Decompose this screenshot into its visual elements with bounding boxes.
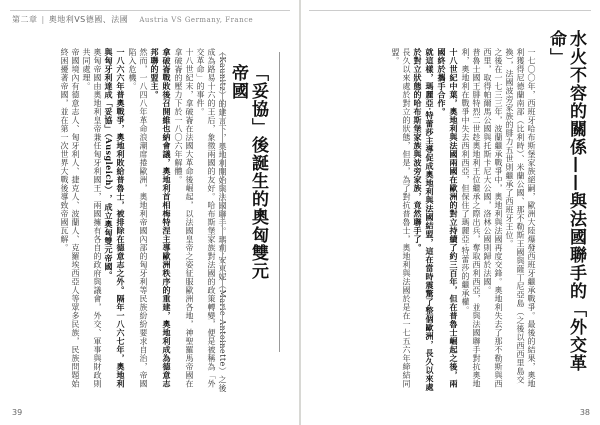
paragraph: 十八世紀末，拿破崙在法國大革命後崛起，以法國皇帝之姿征服歐洲各地，神聖羅馬帝國在拿破崙的壓力下於一八〇六年解體。 — [174, 48, 194, 388]
paragraph-bold: 就這樣，瑪麗亞·特蕾莎主導促成奧地利與法國結盟，這在當時震驚了整個歐洲，長久以來處於對立狀態的哈布斯堡家族與波旁家族，竟然聯手了。 — [413, 48, 435, 392]
page-number-left: 39 — [12, 408, 23, 417]
running-head: 第二章 | 奧地利VS德國、法國 Austria VS Germany, France — [12, 15, 254, 24]
left-page — [0, 0, 299, 425]
paragraph-bold: 十八世紀中葉，奧地利與法國兩國在歐洲的對立持續了約三百年，但在普魯士崛起之後，兩國終於攜手合作。 — [437, 48, 459, 388]
right-body-text — [309, 48, 537, 393]
paragraph: 帝國境內有德意志人、匈牙利人、捷克人、波蘭人、克羅埃西亞人等眾多民族，民族問題始終困擾著帝國，並在第一次世界大戰後導致帝國瓦解。 — [60, 48, 80, 388]
running-head-english: Austria VS Germany, France — [139, 16, 254, 24]
paragraph: 奧匈帝國由奧地利皇帝兼任匈牙利國王，兩國擁有各自的政府與議會，外交、軍事與財政則共同處理。 — [82, 48, 102, 388]
right-page — [301, 0, 600, 425]
page-number-right: 38 — [579, 408, 590, 417]
top-rule — [10, 10, 290, 11]
paragraph: 普魯士國王腓特烈二世趁奧地利王位繼承之際出兵，奪取西利西亞，並與法國聯手對抗奧地利，奧地利在戰爭中失去西利西亞，但保住了瑪麗亞·特蕾莎的繼承權。 — [461, 48, 481, 388]
section-title: 「妥協」後誕生的奧匈雙元帝國 — [228, 64, 268, 280]
paragraph: 然而，一八四八年革命浪潮席捲歐洲，奧地利帝國內部的匈牙利等民族紛紛要求自治，帝國陷入危機。 — [128, 48, 148, 388]
paragraph-bold: 一八六六年普奧戰爭，奧地利敗給普魯士，被排除在德意志之外。隔年一八六七年，奧地利與匈牙利達成「妥協」（Ausgleich），成立奧匈雙元帝國。 — [104, 48, 126, 388]
paragraph: 一七〇〇年，西班牙哈布斯堡家族絕嗣，歐洲大陸爆發西班牙繼承戰爭。最後的結果，奧地利獲得尼德蘭南部（比利時）、米蘭公國、那不勒斯王國與薩丁尼亞島（之後以西西里島交換），法國波旁家族的腓力五世則繼承了西班牙王位。 — [505, 48, 536, 388]
paragraph: 長久以來處於對立的狀態，但是，為了對抗普魯士，奧地利與法國於是在一七五六年締結同盟。 — [391, 48, 411, 388]
running-head-chapter: 第二章 — [12, 15, 38, 24]
paragraph: （Kaunitz）的建言下，奧地利開始與法國聯手。瑪莉·安東妮（Marie Antoinette）之後成為路易十六的王后，象徵兩國的友好。哈布斯堡家族對法國的政策轉變，便是被稱為「外交革命」的事件。 — [196, 48, 227, 393]
running-head-title: 奧地利VS德國、法國 — [48, 15, 129, 24]
left-body-text — [10, 48, 228, 393]
chapter-section-title: 水火不容的關係——與法國聯手的「外交革命」 — [546, 30, 586, 372]
paragraph-bold: 拿破崙戰敗後召開維也納會議，奧地利首相梅特涅主導歐洲秩序的重建，奧地利成為德意志邦聯的盟主。 — [150, 48, 172, 388]
paragraph: 之後在一七三三年，波蘭繼承戰爭中，奧地利與法國再度交鋒。奧地利失去了那不勒斯與西西里，取得帕爾馬公國與托斯卡尼大公國，洛林公國則歸於法國。 — [483, 48, 503, 388]
top-rule — [309, 10, 591, 11]
